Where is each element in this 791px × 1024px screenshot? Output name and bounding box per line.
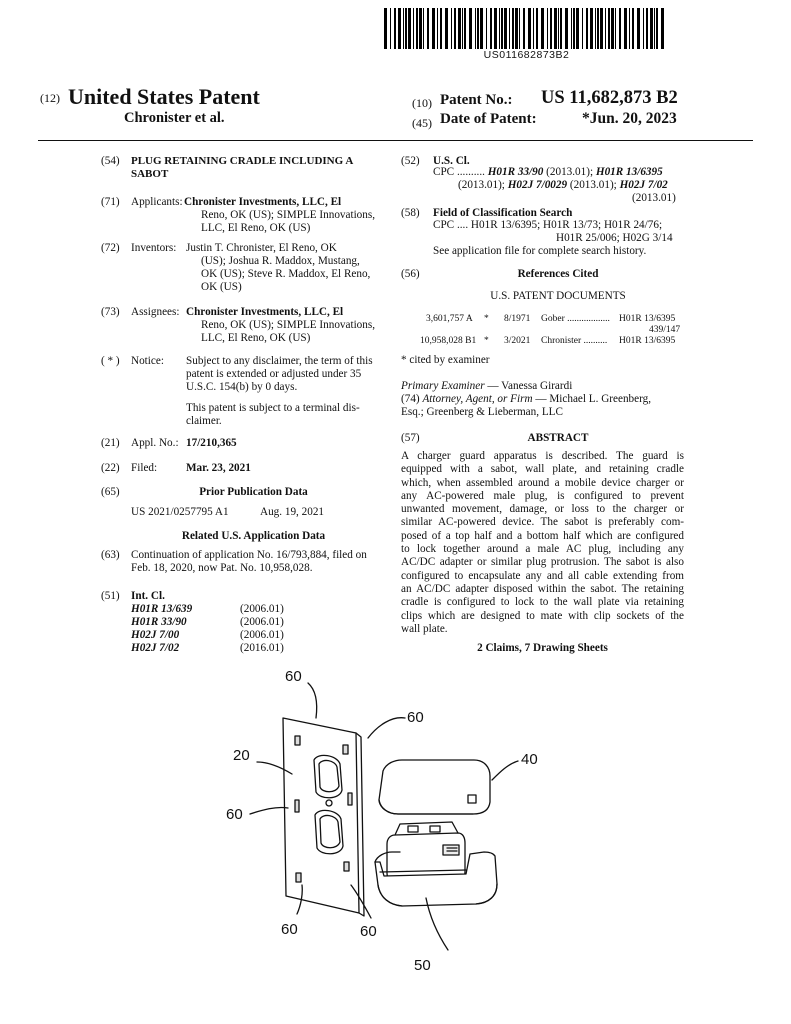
abstract-line: AC/DC adapter or similar plug protrusion. The sabot is also (401, 556, 684, 569)
date-num: (45) (412, 116, 432, 130)
ref-numeral-20: 20 (233, 747, 250, 764)
cpc-year: (2013.01) (632, 192, 676, 204)
ref-date: 8/1971 (504, 314, 531, 324)
inventors-line-2: (US); Joshua R. Maddox, Mustang, (201, 255, 360, 267)
cited-by-examiner: * cited by examiner (401, 354, 490, 366)
prior-pub-num: (65) (101, 486, 120, 498)
ref-number: 10,958,028 B1 (420, 336, 477, 346)
intcl-year: (2006.01) (240, 616, 284, 628)
ref-numeral-60: 60 (226, 806, 243, 823)
patent-number: US 11,682,873 B2 (541, 88, 678, 108)
leader-line (492, 761, 518, 780)
intcl-label: Int. Cl. (131, 590, 165, 602)
clip-slot (296, 873, 301, 882)
attorney-num: (74) (401, 393, 420, 405)
abstract-line: wall plate. (401, 622, 448, 635)
ref-numeral-60: 60 (285, 668, 302, 685)
title-num: (54) (101, 155, 120, 167)
patent-no-num: (10) (412, 96, 432, 110)
ref-name: Gober .................. (541, 314, 610, 324)
abstract-line: clips which are designed to mate with clip sockets of the (401, 609, 684, 622)
applicants-num: (71) (101, 196, 120, 208)
abstract-line: cradle is configured to lock to the wall plate via retaining (401, 596, 684, 609)
appl-num: (21) (101, 437, 120, 449)
abstract-line: unwanted movement, damage, or loss to the charger or (401, 503, 684, 516)
prior-pub-date: Aug. 19, 2021 (260, 506, 325, 518)
abstract-line: any AC-powered male plug, is configured to prevent (401, 489, 684, 502)
ref-class-2: 439/147 (649, 325, 681, 335)
intcl-code: H01R 33/90 (131, 616, 187, 628)
field-line-2: H01R 25/006; H02G 3/14 (556, 232, 673, 244)
assignees-line-3: LLC, El Reno, OK (US) (201, 332, 311, 344)
continuation-line-1: Continuation of application No. 16/793,884, filed on (131, 549, 367, 561)
field-label: Field of Classification Search (433, 207, 573, 219)
primary-examiner (401, 380, 572, 393)
continuation-line-2: Feb. 18, 2020, now Pat. No. 10,958,028. (131, 562, 313, 574)
assignees-line-2: Reno, OK (US); SIMPLE Innovations, (201, 319, 376, 331)
barcode-number: US011682873B2 (483, 49, 570, 61)
refs-heading: References Cited (517, 268, 599, 280)
patent-no-label: Patent No.: (440, 92, 513, 108)
ref-numeral-60: 60 (407, 709, 424, 726)
field-line-1: CPC .... H01R 13/6395; H01R 13/73; H01R 24/76; (433, 219, 663, 231)
ref-numeral-60: 60 (360, 923, 377, 940)
cpc-code: H02J 7/0029 (507, 179, 568, 191)
attorney-value: — Michael L. Greenberg, (535, 393, 652, 405)
header-rule (38, 140, 753, 141)
abstract-line: configured to encapsulate any and all cable extending from (401, 569, 684, 582)
ref-date: 3/2021 (504, 336, 531, 346)
clip-slot (295, 800, 299, 812)
document-type: United States Patent (68, 84, 260, 109)
attorney-label: Attorney, Agent, or Firm (422, 393, 533, 405)
invention-title: PLUG RETAINING CRADLE INCLUDING A SABOT (131, 155, 353, 181)
sabot-top (379, 760, 490, 814)
notice-line-3: U.S.C. 154(b) by 0 days. (186, 381, 298, 393)
cpc-year: (2013.01); (569, 179, 617, 191)
abstract-line: similar AC-powered device. The sabot is preferably com- (401, 516, 684, 529)
filed-label: Filed: (131, 462, 158, 474)
uscl-label: U.S. Cl. (433, 155, 470, 167)
leader-line (250, 807, 288, 814)
inventors-short: Chronister et al. (124, 110, 225, 126)
abstract-line: an AC/DC adapter disposed within the sabot. The retaining (401, 582, 684, 595)
notice-num: ( * ) (101, 355, 120, 367)
cpc-year: (2013.01); (546, 166, 594, 178)
clip-slot (343, 745, 348, 754)
applicants-line-3: LLC, El Reno, OK (US) (201, 222, 311, 234)
attorney-line-2: Esq.; Greenberg & Lieberman, LLC (401, 406, 563, 418)
ref-star: * (484, 314, 489, 324)
assignees-line-1: Chronister Investments, LLC, El (186, 306, 344, 318)
inventors-label: Inventors: (131, 242, 177, 254)
appl-label: Appl. No.: (131, 437, 179, 449)
filed-num: (22) (101, 462, 120, 474)
refs-num: (56) (401, 268, 420, 280)
abstract-heading: ABSTRACT (527, 432, 589, 444)
kind-code-num: (12) (40, 91, 60, 105)
abstract-body (401, 450, 684, 636)
ref-numeral-40: 40 (521, 751, 538, 768)
date-of-patent: *Jun. 20, 2023 (582, 110, 677, 127)
field-line-3: See application file for complete search history. (433, 245, 647, 257)
intcl-year: (2016.01) (240, 642, 284, 654)
applicants-line-2: Reno, OK (US); SIMPLE Innovations, (201, 209, 376, 221)
cpc-prefix: CPC .......... (433, 166, 485, 178)
continuation-num: (63) (101, 549, 120, 561)
cpc-line-1 (433, 166, 683, 179)
inventors-line-1: Justin T. Chronister, El Reno, OK (186, 242, 337, 254)
intcl-year: (2006.01) (240, 603, 284, 615)
filed-value: Mar. 23, 2021 (186, 462, 251, 474)
cpc-code: H01R 13/6395 (595, 166, 663, 178)
clip-slot (344, 862, 349, 871)
notice-line-4: This patent is subject to a terminal dis- (186, 402, 360, 414)
abstract-line: posed of a top half and a bottom half which are configured (401, 529, 684, 542)
ref-name: Chronister .......... (541, 336, 608, 346)
leader-line (368, 718, 405, 738)
intcl-code: H02J 7/00 (131, 629, 180, 641)
abstract-line: which, when assembled around a mobile device charger or (401, 476, 684, 489)
clip-slot (348, 793, 352, 805)
barcode (384, 8, 669, 49)
abstract-line: A charger guard apparatus is described. The guard is (401, 450, 684, 462)
cpc-line-2 (458, 179, 668, 192)
ref-class: H01R 13/6395 (619, 336, 676, 346)
notice-label: Notice: (131, 355, 164, 367)
claims-summary: 2 Claims, 7 Drawing Sheets (477, 642, 608, 654)
ref-star: * (484, 336, 489, 346)
appl-value: 17/210,365 (186, 437, 237, 449)
abstract-line: to lock together around a male AC plug, including any (401, 543, 684, 556)
us-docs-heading: U.S. PATENT DOCUMENTS (490, 290, 626, 302)
abstract-line: equipped with a sabot, wall plate, and retaining cradle (401, 463, 684, 476)
examiner-label: Primary Examiner (401, 380, 485, 392)
abstract-num: (57) (401, 432, 420, 444)
intcl-code: H01R 13/639 (131, 603, 193, 615)
applicants-label: Applicants: (131, 196, 183, 208)
prior-pub-heading: Prior Publication Data (199, 486, 308, 498)
attorney (401, 393, 651, 406)
clip-slot (295, 736, 300, 745)
intcl-num: (51) (101, 590, 120, 602)
inventors-num: (72) (101, 242, 120, 254)
applicants-line-1: Chronister Investments, LLC, El (184, 196, 342, 208)
patent-drawing (220, 660, 580, 1020)
cpc-code: H02J 7/02 (619, 179, 668, 191)
inventors-line-3: OK (US); Steve R. Maddox, El Reno, (201, 268, 371, 280)
assignees-num: (73) (101, 306, 120, 318)
cpc-year: (2013.01); (458, 179, 505, 191)
notice-line-5: claimer. (186, 415, 222, 427)
ref-class: H01R 13/6395 (619, 314, 676, 324)
uscl-num: (52) (401, 155, 420, 167)
intcl-year: (2006.01) (240, 629, 284, 641)
intcl-code: H02J 7/02 (131, 642, 180, 654)
prior-pub-number: US 2021/0257795 A1 (131, 506, 229, 518)
cpc-code: H01R 33/90 (487, 166, 544, 178)
ref-numeral-60: 60 (281, 921, 298, 938)
notice-line-2: patent is extended or adjusted under 35 (186, 368, 362, 380)
ref-number: 3,601,757 A (426, 314, 473, 324)
related-heading: Related U.S. Application Data (181, 530, 326, 542)
notice-line-1: Subject to any disclaimer, the term of this (186, 355, 373, 367)
ref-numeral-50: 50 (414, 957, 431, 974)
leader-line (308, 683, 317, 718)
field-num: (58) (401, 207, 420, 219)
date-label: Date of Patent: (440, 111, 537, 127)
assignees-label: Assignees: (131, 306, 180, 318)
inventors-line-4: OK (US) (201, 281, 242, 293)
examiner-value: — Vanessa Girardi (487, 380, 573, 392)
